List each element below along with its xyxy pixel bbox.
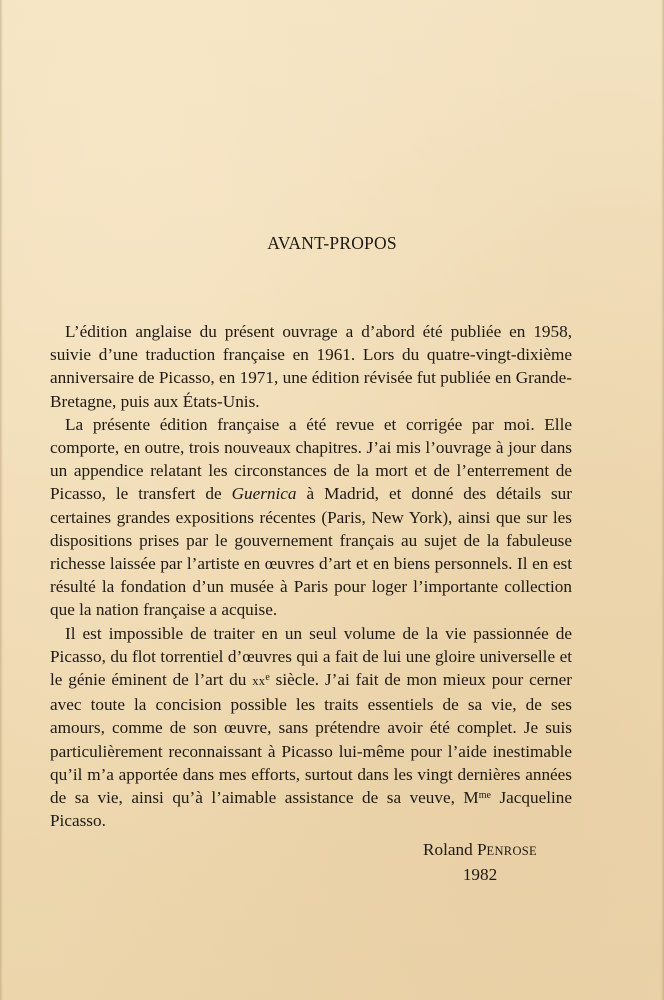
page-title: AVANT-PROPOS (267, 233, 397, 253)
madame-suffix: me (478, 790, 491, 802)
paragraph-3-text-a: Il est impossible de traiter en un seul volume de la vie passionnée de Picasso, du flot torrentiel d’œuvres qui a fait de lui une gloire universelle et le génie éminent de l’art du (50, 623, 572, 690)
paragraph-2-text-a: La présente édition française a été revue et corrigée par moi. Elle comporte, en outre, trois nouveaux chapitres. J’ai mis l’ouvrage à jour dans un appendice relatant les circonstances de la mort et de l’enterrement de Picasso, le transfert de (50, 414, 572, 504)
page-edge-left (0, 0, 3, 1000)
century-suffix: e (265, 672, 270, 684)
paragraph-2 (50, 413, 572, 622)
author-last-initial: P (476, 840, 487, 859)
body-text (50, 320, 572, 832)
author-name (380, 838, 580, 863)
century-numeral: xx (252, 674, 266, 689)
paragraph-2-text-b: à Madrid, et donné des détails sur certaines grandes expositions récentes (Paris, New York), ainsi que sur les dispositions prises par le gouvernement français au sujet de la fabuleuse richesse laissée par l’artiste en œuvres d’art et en biens personnels. Il en est résulté la fondation d’un musée à Paris pour loger l’importante collection que la nation française a acquise. (50, 484, 572, 620)
guernica-title: Guernica (231, 484, 297, 504)
author-last-rest: ENROSE (486, 844, 537, 858)
signature (380, 838, 580, 886)
paragraph-3-text-c: Jacqueline Picasso. (50, 788, 572, 831)
signature-year: 1982 (462, 865, 498, 885)
paragraph-1-text: L’édition anglaise du présent ouvrage a d’abord été publiée en 1958, suivie d’une traduction française en 1961. Lors du quatre-vingt-dixième anniversaire de Picasso, en 1971, une édition révisée fut publiée en Grande-Bretagne, puis aux États-Unis. (50, 322, 572, 411)
author-first-name: Roland (423, 840, 477, 859)
paragraph-3 (50, 622, 572, 833)
paragraph-3-text-b: siècle. J’ai fait de mon mieux pour cerner avec toute la concision possible les traits essentiels de sa vie, de ses amours, comme de son œuvre, sans prétendre avoir été complet. Je suis particulièrement reconnaissant à Picasso lui-même pour l’aide inestimable qu’il m’a apportée dans mes efforts, surtout dans les vingt dernières années de sa vie, ainsi qu’à l’aimable assistance de sa veuve, M (50, 670, 573, 808)
paragraph-1 (50, 320, 572, 413)
